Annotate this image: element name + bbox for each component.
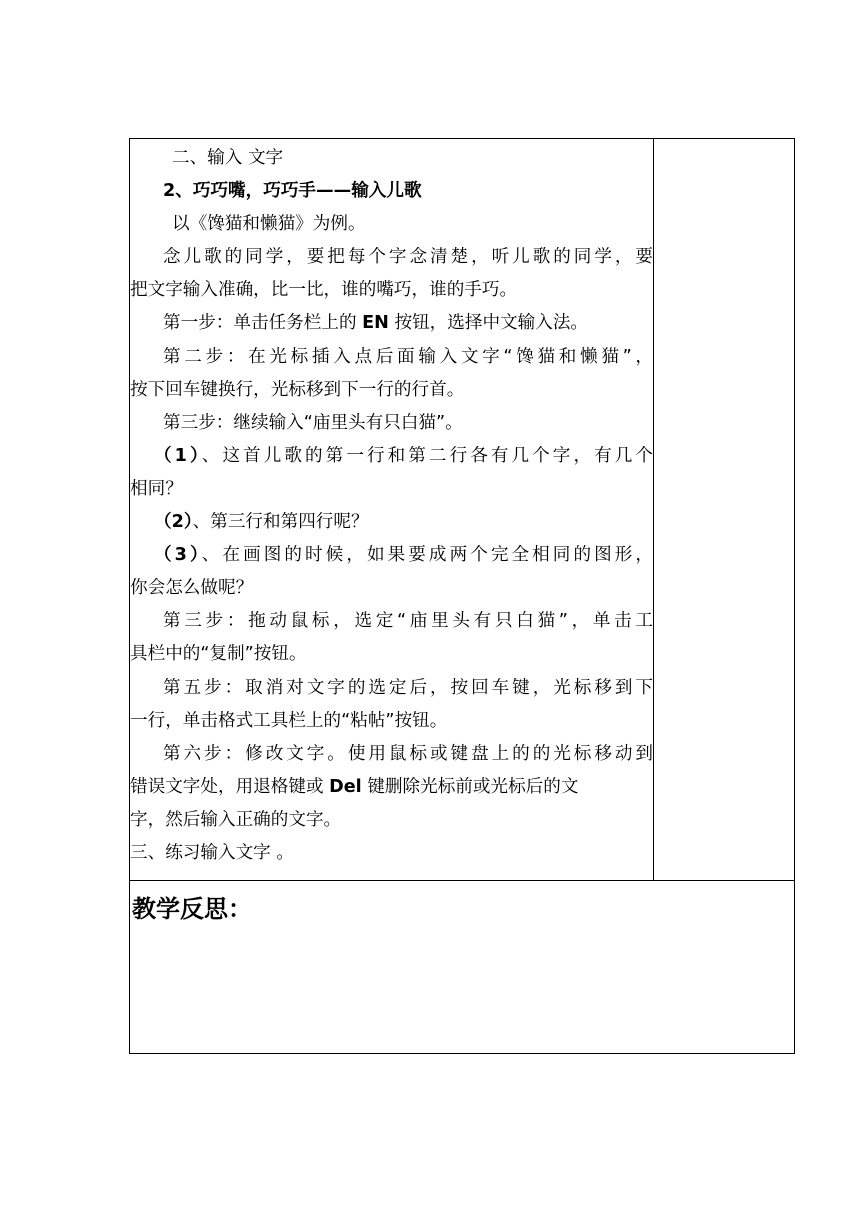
question-three-line-2: 你会怎么做呢？: [130, 578, 254, 599]
question-three-line-1: [130, 539, 653, 572]
step-six-line-3: 字，然后输入正确的文字。: [130, 809, 342, 830]
reflection-title: 教学反思：: [132, 895, 252, 923]
step-copy-line-1: 第三步：拖动鼠标，选定“庙里头有只白猫”，单击工: [163, 611, 653, 632]
reflection-cell: [130, 881, 794, 1053]
step-two-line-2: 按下回车键换行，光标移到下一行的行首。: [130, 379, 465, 400]
lesson-table: [129, 138, 795, 1054]
question-two: [130, 506, 653, 539]
intro-line-1: 念儿歌的同学，要把每个字念清楚，听儿歌的同学，要: [163, 247, 653, 268]
step-copy-line-2: 具栏中的“复制”按钮。: [130, 644, 307, 665]
lesson-content-cell: [130, 139, 654, 881]
subheading: [130, 175, 653, 208]
question-one-line-2: 相同？: [130, 478, 183, 499]
step-one-text-b: 按钮，选择中文输入法。: [394, 313, 589, 334]
question-one-number: （1）: [154, 445, 202, 466]
question-three-number: （3）: [154, 545, 202, 566]
question-one-text: 、这首儿歌的第一行和第二行各有几个字，有几个: [201, 445, 653, 466]
example-line: 以《馋猫和懒猫》为例。: [172, 214, 366, 235]
notes-cell: [654, 139, 794, 881]
step-five-line-1: 第五步：取消对文字的选定后，按回车键，光标移到下: [163, 677, 653, 698]
question-two-text: 、第三行和第四行呢？: [192, 512, 369, 533]
subheading-number: 2: [163, 181, 176, 202]
en-key-label: EN: [362, 313, 389, 334]
section-two-heading: 二、输入 文字: [172, 148, 284, 168]
step-six-line-2: [130, 771, 653, 804]
step-six-text-b: 键删除光标前或光标后的文: [367, 776, 579, 797]
section-three-heading: 三、练习输入文字 。: [130, 842, 294, 863]
step-six-line-1: 第六步：修改文字。使用鼠标或键盘上的的光标移动到: [163, 743, 653, 764]
del-key-label: Del: [329, 776, 362, 797]
step-five-line-2: 一行，单击格式工具栏上的“粘帖”按钮。: [130, 710, 448, 731]
question-one-line-1: [130, 440, 653, 473]
question-two-number: （2）: [154, 512, 193, 533]
subheading-text: 、巧巧嘴，巧巧手——输入儿歌: [175, 181, 422, 202]
step-one: [130, 307, 653, 340]
step-two-line-1: 第二步：在光标插入点后面输入文字“馋猫和懒猫”，: [163, 346, 653, 367]
step-six-text-a: 错误文字处，用退格键或: [130, 776, 324, 797]
step-three: 第三步：继续输入“庙里头有只白猫”。: [163, 412, 463, 433]
intro-line-2: 把文字输入准确，比一比，谁的嘴巧，谁的手巧。: [130, 280, 518, 301]
question-three-text: 、在画图的时候，如果要成两个完全相同的图形，: [201, 545, 653, 566]
step-one-text-a: 第一步：单击任务栏上的: [163, 313, 357, 334]
